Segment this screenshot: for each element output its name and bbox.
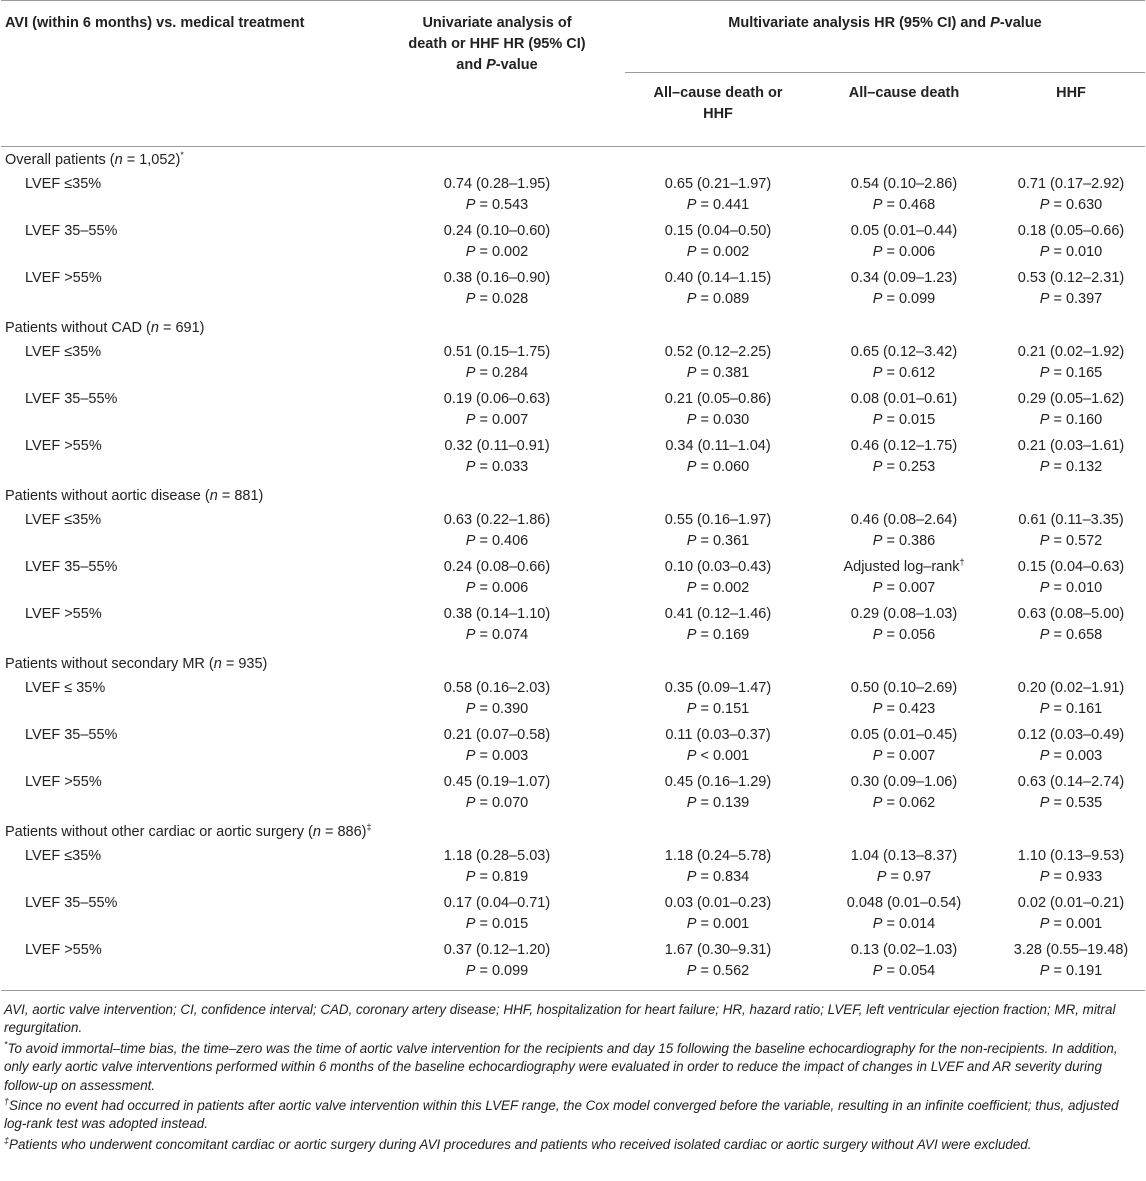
hr-value: 1.04 (0.13–8.37) (850, 848, 958, 864)
hr-value: 0.63 (0.08–5.00) (1017, 606, 1125, 622)
p-value: P = 0.160 (1039, 412, 1103, 428)
p-value: P = 0.060 (686, 459, 750, 475)
row-label: LVEF >55% (25, 438, 102, 454)
group-row (1, 315, 1145, 342)
group-row (1, 651, 1145, 678)
table-row (1, 940, 1145, 991)
hr-value: 0.34 (0.11–1.04) (665, 438, 771, 454)
value-cell (811, 725, 997, 772)
hr-value: 0.15 (0.04–0.63) (1017, 559, 1125, 575)
value-cell (625, 268, 811, 315)
table-row (1, 557, 1145, 604)
value-cell (997, 221, 1145, 268)
value-cell (369, 604, 625, 651)
hr-value: Adjusted log–rank† (843, 557, 965, 575)
group-row (1, 147, 1145, 175)
p-value: P = 0.423 (872, 701, 936, 717)
hr-value: 0.20 (0.02–1.91) (1017, 680, 1125, 696)
hr-value: 0.02 (0.01–0.21) (1017, 895, 1125, 911)
table-row (1, 268, 1145, 315)
table-row (1, 678, 1145, 725)
p-value: P = 0.007 (465, 412, 529, 428)
value-cell (369, 678, 625, 725)
hr-value: 0.11 (0.03–0.37) (665, 727, 771, 743)
table-row (1, 725, 1145, 772)
p-value: P = 0.001 (686, 916, 750, 932)
value-cell (811, 846, 997, 893)
value-cell (625, 389, 811, 436)
hr-value: 0.37 (0.12–1.20) (443, 942, 551, 958)
p-value: P = 0.030 (686, 412, 750, 428)
value-cell (625, 557, 811, 604)
p-value: P = 0.010 (1039, 244, 1103, 260)
p-value: P = 0.390 (465, 701, 529, 717)
value-cell (997, 678, 1145, 725)
value-cell (997, 174, 1145, 221)
row-label: LVEF ≤35% (25, 512, 102, 528)
p-value: P = 0.007 (872, 580, 936, 596)
value-cell (369, 342, 625, 389)
hr-value: 0.45 (0.19–1.07) (443, 774, 551, 790)
p-value: P = 0.006 (465, 580, 529, 596)
hr-value: 0.74 (0.28–1.95) (443, 176, 551, 192)
value-cell (625, 725, 811, 772)
value-cell (811, 436, 997, 483)
hr-value: 0.51 (0.15–1.75) (443, 344, 551, 360)
row-label: LVEF 35–55% (25, 727, 118, 743)
table-row (1, 436, 1145, 483)
hr-value: 0.35 (0.09–1.47) (664, 680, 772, 696)
value-cell (625, 174, 811, 221)
value-cell (369, 772, 625, 819)
hr-value: 0.38 (0.14–1.10) (443, 606, 551, 622)
p-value: P = 0.099 (465, 963, 529, 979)
hr-value: 1.18 (0.24–5.78) (664, 848, 772, 864)
row-label: LVEF >55% (1, 940, 369, 991)
footnote-star: *To avoid immortal–time bias, the time–zero was the time of aortic valve intervention for the recipients and day 15 following the baseline echocardiography for the non-recipients. In addition, only early aortic valve interventions performed within 6 months of the baseline echocardiography were evaluated in order to reduce the impact of changes in LVEF and AR severity during follow-up on assessment. (4, 1039, 1118, 1093)
group-label: Overall patients (n = 1,052)* (5, 150, 184, 168)
row-label: LVEF ≤35% (25, 176, 102, 192)
hr-value: 0.40 (0.14–1.15) (664, 270, 772, 286)
hr-value: 0.53 (0.12–2.31) (1017, 270, 1125, 286)
value-cell (997, 772, 1145, 819)
value-cell (997, 510, 1145, 557)
hr-value: 0.21 (0.03–1.61) (1017, 438, 1125, 454)
value-cell (811, 389, 997, 436)
p-value: P = 0.099 (872, 291, 936, 307)
hr-value: 0.45 (0.16–1.29) (664, 774, 772, 790)
row-label: LVEF >55% (25, 774, 102, 790)
p-value: P = 0.562 (686, 963, 750, 979)
group-row (1, 483, 1145, 510)
p-value: P = 0.007 (872, 748, 936, 764)
value-cell (811, 940, 997, 991)
value-cell (369, 557, 625, 604)
table-row (1, 846, 1145, 893)
p-value: P = 0.191 (1039, 963, 1103, 979)
hr-value: 0.41 (0.12–1.46) (664, 606, 772, 622)
row-label: LVEF >55% (25, 270, 102, 286)
value-cell (625, 940, 811, 991)
hr-value: 0.19 (0.06–0.63) (443, 391, 551, 407)
hr-value: 0.18 (0.05–0.66) (1017, 223, 1125, 239)
row-label: LVEF ≤35% (25, 848, 102, 864)
p-value: P = 0.834 (686, 869, 750, 885)
value-cell (369, 221, 625, 268)
value-cell (625, 678, 811, 725)
hr-value: 0.05 (0.01–0.45) (850, 727, 958, 743)
p-value: P = 0.535 (1039, 795, 1103, 811)
p-value: P = 0.612 (872, 365, 936, 381)
hr-value: 0.29 (0.05–1.62) (1017, 391, 1125, 407)
value-cell (625, 604, 811, 651)
value-cell (369, 436, 625, 483)
value-cell (625, 342, 811, 389)
p-value: P = 0.015 (872, 412, 936, 428)
value-cell (811, 557, 997, 604)
hr-value: 0.65 (0.12–3.42) (850, 344, 958, 360)
value-cell (997, 846, 1145, 893)
hr-value: 0.65 (0.21–1.97) (664, 176, 772, 192)
value-cell (997, 389, 1145, 436)
group-row (1, 819, 1145, 846)
header-death: All–cause death (848, 85, 960, 101)
hr-value: 0.08 (0.01–0.61) (850, 391, 958, 407)
p-value: P = 0.397 (1039, 291, 1103, 307)
hr-value: 3.28 (0.55–19.48) (1013, 942, 1129, 958)
p-value: P = 0.572 (1039, 533, 1103, 549)
header-multivariate: Multivariate analysis HR (95% CI) and P-value (625, 1, 1145, 73)
hr-value: 0.21 (0.05–0.86) (664, 391, 772, 407)
group-label: Patients without other cardiac or aortic surgery (n = 886)‡ (5, 822, 372, 840)
hr-value: 0.63 (0.22–1.86) (443, 512, 551, 528)
value-cell (811, 678, 997, 725)
p-value: P = 0.132 (1039, 459, 1103, 475)
p-value: P = 0.002 (465, 244, 529, 260)
p-value: P = 0.002 (686, 580, 750, 596)
hr-value: 0.10 (0.03–0.43) (664, 559, 772, 575)
hr-value: 0.03 (0.01–0.23) (664, 895, 772, 911)
p-value: P = 0.97 (876, 869, 932, 885)
hr-value: 0.048 (0.01–0.54) (846, 895, 962, 911)
p-value: P = 0.381 (686, 365, 750, 381)
p-value: P = 0.001 (1039, 916, 1103, 932)
header-comparison: AVI (within 6 months) vs. medical treatment (5, 15, 305, 31)
header-univariate: Univariate analysis of death or HHF HR (95% CI) and P-value (408, 15, 586, 73)
p-value: P = 0.441 (686, 197, 750, 213)
value-cell (369, 174, 625, 221)
p-value: P = 0.070 (465, 795, 529, 811)
p-value: P = 0.003 (1039, 748, 1103, 764)
p-value: P = 0.253 (872, 459, 936, 475)
value-cell (625, 436, 811, 483)
hr-value: 1.10 (0.13–9.53) (1017, 848, 1125, 864)
value-cell (369, 510, 625, 557)
p-value: P = 0.165 (1039, 365, 1103, 381)
value-cell (369, 893, 625, 940)
row-label: LVEF ≤35% (25, 344, 102, 360)
p-value: P = 0.010 (1039, 580, 1103, 596)
hr-value: 0.46 (0.08–2.64) (850, 512, 958, 528)
p-value: P < 0.001 (686, 748, 750, 764)
value-cell (997, 940, 1145, 991)
p-value: P = 0.056 (872, 627, 936, 643)
hr-value: 0.24 (0.10–0.60) (443, 223, 551, 239)
table-row (1, 221, 1145, 268)
p-value: P = 0.658 (1039, 627, 1103, 643)
p-value: P = 0.003 (465, 748, 529, 764)
value-cell (625, 221, 811, 268)
hr-value: 0.61 (0.11–3.35) (1018, 512, 1124, 528)
value-cell (997, 557, 1145, 604)
table-row (1, 604, 1145, 651)
group-label: Patients without secondary MR (n = 935) (5, 656, 268, 672)
results-table (1, 0, 1145, 991)
p-value: P = 0.933 (1039, 869, 1103, 885)
value-cell (369, 940, 625, 991)
p-value: P = 0.406 (465, 533, 529, 549)
value-cell (811, 604, 997, 651)
hr-value: 0.55 (0.16–1.97) (664, 512, 772, 528)
hr-value: 0.13 (0.02–1.03) (850, 942, 958, 958)
hr-value: 0.21 (0.02–1.92) (1017, 344, 1125, 360)
table-row (1, 772, 1145, 819)
footnote-double-dagger: ‡Patients who underwent concomitant cardiac or aortic surgery during AVI procedures and patients who received isolated cardiac or aortic surgery without AVI were excluded. (4, 1135, 1032, 1152)
hr-value: 0.12 (0.03–0.49) (1017, 727, 1125, 743)
p-value: P = 0.819 (465, 869, 529, 885)
p-value: P = 0.074 (465, 627, 529, 643)
value-cell (625, 510, 811, 557)
row-label: LVEF ≤ 35% (25, 680, 106, 696)
row-label: LVEF 35–55% (25, 391, 118, 407)
footnote-dagger: †Since no event had occurred in patients after aortic valve intervention within this LVEF range, the Cox model converged before the variable, resulting in an infinite coefficient; thus, adjusted log-rank test was adopted instead. (4, 1096, 1119, 1132)
hr-value: 0.21 (0.07–0.58) (443, 727, 551, 743)
p-value: P = 0.543 (465, 197, 529, 213)
value-cell (811, 510, 997, 557)
p-value: P = 0.089 (686, 291, 750, 307)
hr-value: 0.38 (0.16–0.90) (443, 270, 551, 286)
value-cell (625, 846, 811, 893)
p-value: P = 0.161 (1039, 701, 1103, 717)
p-value: P = 0.630 (1039, 197, 1103, 213)
value-cell (625, 893, 811, 940)
p-value: P = 0.139 (686, 795, 750, 811)
p-value: P = 0.361 (686, 533, 750, 549)
p-value: P = 0.062 (872, 795, 936, 811)
table-row (1, 389, 1145, 436)
hr-value: 0.05 (0.01–0.44) (850, 223, 958, 239)
hr-value: 0.17 (0.04–0.71) (443, 895, 551, 911)
value-cell (997, 342, 1145, 389)
value-cell (811, 221, 997, 268)
value-cell (997, 268, 1145, 315)
p-value: P = 0.002 (686, 244, 750, 260)
row-label: LVEF 35–55% (25, 895, 118, 911)
value-cell (997, 893, 1145, 940)
hr-value: 0.15 (0.04–0.50) (664, 223, 772, 239)
hr-value: 0.46 (0.12–1.75) (850, 438, 958, 454)
value-cell (997, 604, 1145, 651)
value-cell (811, 342, 997, 389)
p-value: P = 0.169 (686, 627, 750, 643)
p-value: P = 0.028 (465, 291, 529, 307)
value-cell (997, 725, 1145, 772)
hr-value: 0.54 (0.10–2.86) (850, 176, 958, 192)
value-cell (811, 772, 997, 819)
p-value: P = 0.284 (465, 365, 529, 381)
hr-value: 0.29 (0.08–1.03) (850, 606, 958, 622)
hr-value: 0.24 (0.08–0.66) (443, 559, 551, 575)
hr-value: 0.34 (0.09–1.23) (850, 270, 958, 286)
p-value: P = 0.006 (872, 244, 936, 260)
p-value: P = 0.015 (465, 916, 529, 932)
row-label: LVEF >55% (25, 606, 102, 622)
hr-value: 0.71 (0.17–2.92) (1017, 176, 1125, 192)
group-label: Patients without aortic disease (n = 881) (5, 488, 264, 504)
header-hhf: HHF (1056, 85, 1086, 101)
value-cell (811, 893, 997, 940)
p-value: P = 0.054 (872, 963, 936, 979)
p-value: P = 0.033 (465, 459, 529, 475)
p-value: P = 0.468 (872, 197, 936, 213)
value-cell (369, 389, 625, 436)
hr-value: 0.63 (0.14–2.74) (1017, 774, 1125, 790)
value-cell (369, 846, 625, 893)
table-row (1, 893, 1145, 940)
hr-value: 1.18 (0.28–5.03) (443, 848, 551, 864)
value-cell (997, 436, 1145, 483)
hr-value: 0.52 (0.12–2.25) (664, 344, 772, 360)
table-header (1, 1, 1145, 147)
p-value: P = 0.386 (872, 533, 936, 549)
p-value: P = 0.014 (872, 916, 936, 932)
footnotes (0, 991, 1146, 1154)
hr-value: 0.50 (0.10–2.69) (850, 680, 958, 696)
value-cell (369, 268, 625, 315)
value-cell (625, 772, 811, 819)
table-row (1, 342, 1145, 389)
value-cell (369, 725, 625, 772)
hr-value: 0.30 (0.09–1.06) (850, 774, 958, 790)
hr-value: 0.58 (0.16–2.03) (443, 680, 551, 696)
table-row (1, 510, 1145, 557)
value-cell (811, 174, 997, 221)
footnote-abbrev: AVI, aortic valve intervention; CI, confidence interval; CAD, coronary artery disease; HHF, hospitalization for heart failure; HR, hazard ratio; LVEF, left ventricular ejection fraction; MR, mitral regurgitation. (4, 1002, 1116, 1036)
row-label: LVEF 35–55% (25, 559, 118, 575)
group-label: Patients without CAD (n = 691) (5, 320, 205, 336)
hr-value: 1.67 (0.30–9.31) (664, 942, 772, 958)
table-row (1, 174, 1145, 221)
header-death-or-hhf: All–cause death or HHF (653, 85, 783, 122)
p-value: P = 0.151 (686, 701, 750, 717)
table-body (1, 147, 1145, 991)
value-cell (811, 268, 997, 315)
row-label: LVEF 35–55% (25, 223, 118, 239)
hr-value: 0.32 (0.11–0.91) (444, 438, 550, 454)
